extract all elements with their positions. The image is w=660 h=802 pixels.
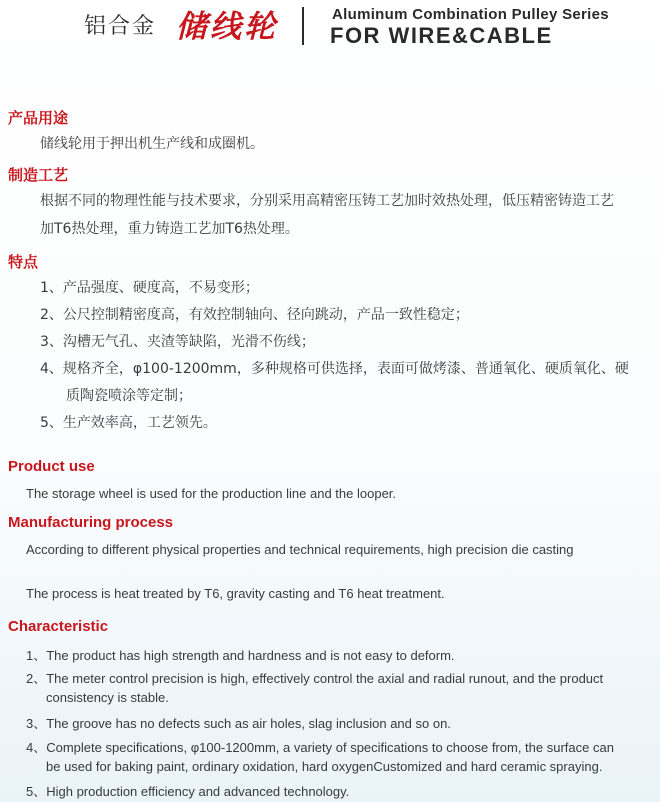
cn-use-heading: 产品用途 [8, 109, 69, 127]
cn-feature-item: 5、生产效率高，工艺领先。 [40, 415, 217, 431]
en-characteristic-item-cont: be used for baking paint, ordinary oxidation, hard oxygenCustomized and hard ceramic spraying. [46, 759, 603, 774]
en-process-line: According to different physical properties and technical requirements, high precision die casting [26, 542, 574, 557]
header-en-series: Aluminum Combination Pulley Series [332, 6, 609, 23]
header-en-subtitle: FOR WIRE&CABLE [330, 23, 553, 48]
cn-feature-item: 1、产品强度、硬度高，不易变形； [40, 280, 259, 296]
cn-feature-item: 4、规格齐全，φ100-1200mm，多种规格可供选择，表面可做烤漆、普通氧化、硬质氧化、硬 [40, 361, 629, 377]
en-use-line: The storage wheel is used for the production line and the looper. [26, 486, 397, 501]
cn-feature-item: 2、公尺控制精密度高，有效控制轴向、径向跳动，产品一致性稳定； [40, 307, 469, 323]
header-cn-prefix: 铝合金 [84, 14, 157, 39]
cn-features-heading: 特点 [8, 253, 39, 271]
header-cn-title: 储线轮 [176, 9, 278, 45]
en-characteristic-item-cont: consistency is stable. [46, 690, 169, 705]
page-header [0, 0, 660, 60]
header-divider [302, 7, 304, 45]
cn-process-line: 加T6热处理，重力铸造工艺加T6热处理。 [40, 221, 299, 237]
en-characteristic-item: 3、The groove has no defects such as air holes, slag inclusion and so on. [26, 716, 451, 731]
cn-feature-item: 3、沟槽无气孔、夹渣等缺陷，光滑不伤线； [40, 334, 315, 350]
en-use-heading: Product use [8, 458, 95, 475]
en-characteristic-item: 1、The product has high strength and hardness and is not easy to deform. [26, 648, 455, 663]
cn-process-line: 根据不同的物理性能与技术要求，分别采用高精密压铸工艺加时效热处理，低压精密铸造工艺 [40, 193, 614, 209]
en-process-heading: Manufacturing process [8, 514, 174, 531]
en-characteristic-item: 2、The meter control precision is high, effectively control the axial and radial runout, and the product [26, 671, 604, 686]
cn-process-heading: 制造工艺 [8, 166, 69, 184]
en-characteristic-heading: Characteristic [8, 618, 109, 635]
en-process-line: The process is heat treated by T6, gravity casting and T6 heat treatment. [26, 586, 445, 601]
en-characteristic-item: 4、Complete specifications, φ100-1200mm, a variety of specifications to choose from, the surface can [26, 740, 614, 755]
cn-feature-item-cont: 质陶瓷喷涂等定制； [66, 388, 192, 404]
cn-use-line: 储线轮用于押出机生产线和成圈机。 [40, 136, 264, 152]
en-characteristic-item: 5、High production efficiency and advanced technology. [26, 784, 350, 799]
